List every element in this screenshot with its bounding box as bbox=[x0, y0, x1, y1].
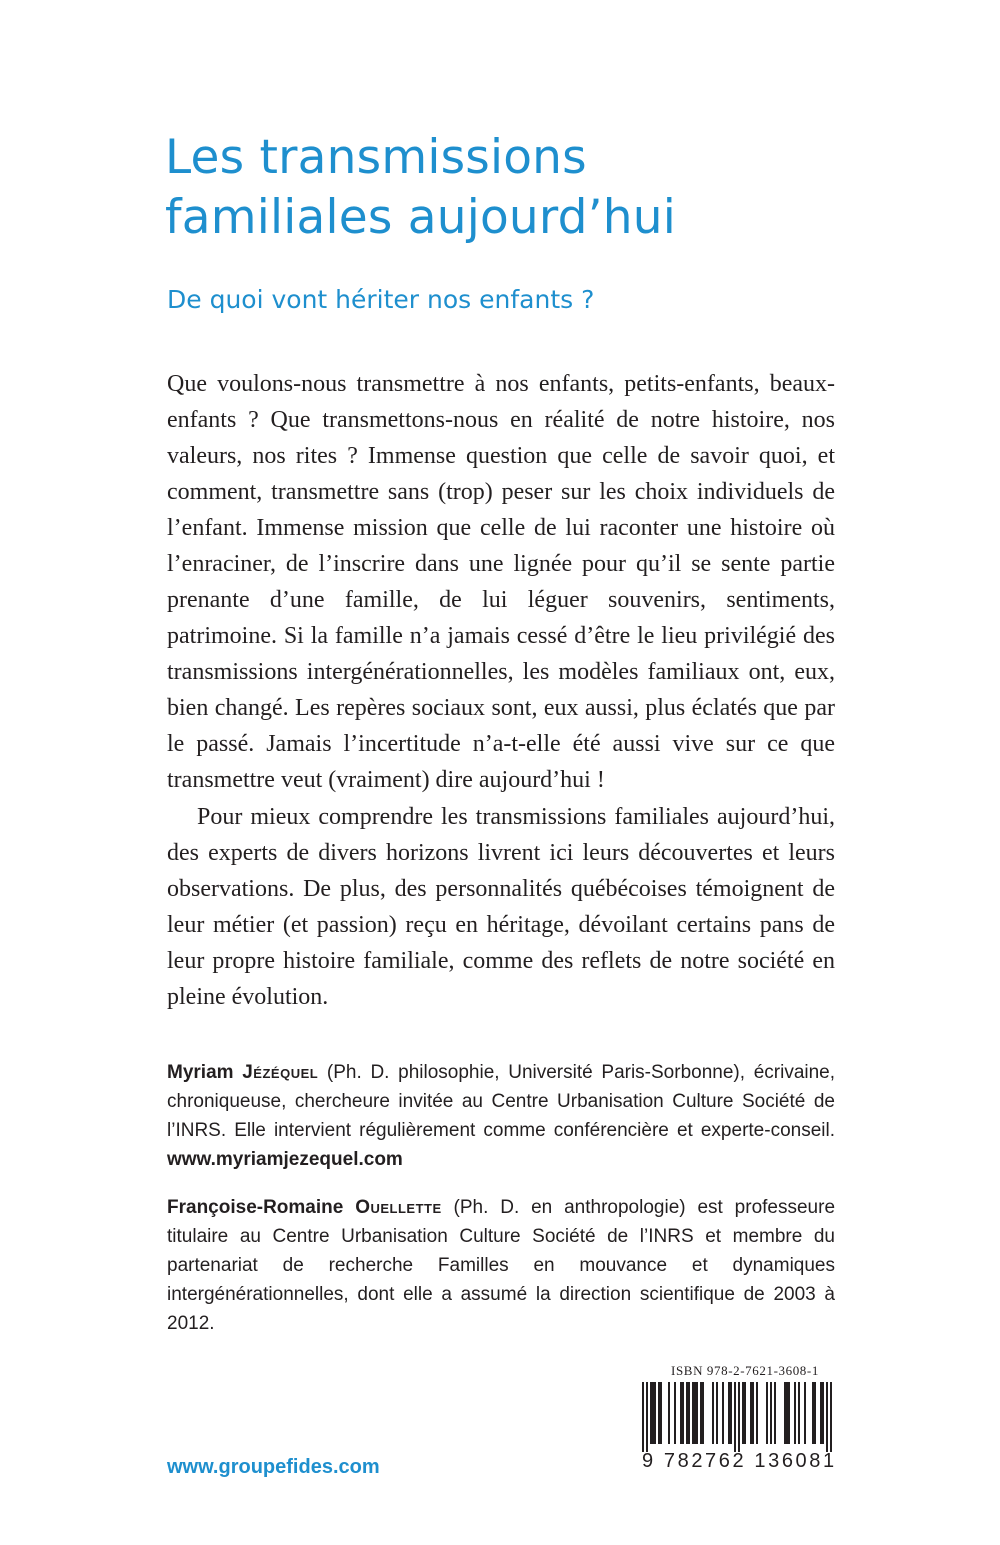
barcode-bar bbox=[750, 1382, 752, 1444]
author-1-first-name: Myriam bbox=[167, 1062, 234, 1083]
barcode-bar bbox=[814, 1382, 816, 1444]
barcode-bar bbox=[730, 1382, 732, 1444]
barcode-guard-bar bbox=[642, 1382, 644, 1452]
barcode-bar bbox=[668, 1382, 670, 1444]
barcode-bar bbox=[822, 1382, 824, 1444]
barcode-guard-bar bbox=[738, 1382, 740, 1452]
barcode-bar bbox=[742, 1382, 744, 1444]
barcode-guard-bar bbox=[734, 1382, 736, 1452]
author-1-last-name: Jézéquel bbox=[242, 1062, 319, 1083]
blurb bbox=[167, 366, 835, 1015]
author-1-bio-text: (Ph. D. philosophie, Université Paris-Sorbonne), écrivaine, chroniqueuse, chercheure invitée au Centre Urbanisation Culture Société de l’INRS. Elle intervient régulièrement comme conférencière et experte-conseil. bbox=[167, 1062, 836, 1141]
barcode-guard-bar bbox=[830, 1382, 832, 1452]
barcode-bar bbox=[786, 1382, 788, 1444]
barcode-bar bbox=[700, 1382, 702, 1444]
title-line-1: Les transmissions bbox=[165, 130, 587, 185]
barcode-bar bbox=[804, 1382, 806, 1444]
barcode-bar bbox=[744, 1382, 746, 1444]
barcode-bar bbox=[756, 1382, 758, 1444]
barcode-bar bbox=[774, 1382, 776, 1444]
barcode-bar bbox=[674, 1382, 676, 1444]
barcode-bar bbox=[766, 1382, 768, 1444]
book-subtitle: De quoi vont hériter nos enfants ? bbox=[167, 285, 595, 314]
author-1-website-link[interactable]: www.myriamjezequel.com bbox=[167, 1149, 403, 1170]
barcode-bar bbox=[702, 1382, 704, 1444]
author-2-bio-text: (Ph. D. en anthropologie) est professeure titulaire au Centre Urbanisation Culture Société de l’INRS et membre du partenariat de recherche Familles en mouvance et dynamiques intergénérationnelles, dont elle a assumé la direction scientifique de 2003 à 2012. bbox=[167, 1197, 836, 1334]
barcode-bar bbox=[652, 1382, 654, 1444]
isbn-label: ISBN 978-2-7621-3608-1 bbox=[671, 1363, 819, 1378]
author-2-first-name: Françoise-Romaine bbox=[167, 1197, 344, 1218]
barcode-bar bbox=[696, 1382, 698, 1444]
barcode bbox=[640, 1382, 837, 1452]
barcode-bar bbox=[680, 1382, 682, 1444]
title-line-2: familiales aujourd’hui bbox=[165, 190, 677, 245]
barcode-bar bbox=[722, 1382, 724, 1444]
author-2-last-name: Ouellette bbox=[355, 1197, 442, 1218]
barcode-bar bbox=[686, 1382, 688, 1444]
barcode-digits: 9 782762 136081 bbox=[642, 1450, 837, 1472]
barcode-bar bbox=[712, 1382, 714, 1444]
blurb-paragraph-1: Que voulons-nous transmettre à nos enfants, petits-enfants, beaux-enfants ? Que transmettons-nous en réalité de notre histoire, nos valeurs, nos rites ? Immense question que celle de savoir quoi, et comment, transmettre sans (trop) peser sur les choix individuels de l’enfant. Immense mission que celle de lui raconter une histoire où l’enraciner, de l’inscrire dans une lignée pour qu’il se sente partie prenante d’une famille, de lui léguer souvenirs, sentiments, patrimoine. Si la famille n’a jamais cessé d’être le lieu privilégié des transmissions intergénérationnelles, les modèles familiaux ont, eux, bien changé. Les repères sociaux sont, eux aussi, plus éclatés que par le passé. Jamais l’incertitude n’a-t-elle été aussi vive sur ce que transmettre veut (vraiment) dire aujourd’hui ! bbox=[167, 371, 835, 793]
barcode-bar bbox=[688, 1382, 690, 1444]
barcode-bar bbox=[654, 1382, 656, 1444]
barcode-bar bbox=[728, 1382, 730, 1444]
barcode-bar bbox=[812, 1382, 814, 1444]
barcode-bar bbox=[794, 1382, 796, 1444]
barcode-bar bbox=[716, 1382, 718, 1444]
barcode-bar bbox=[820, 1382, 822, 1444]
barcode-bar bbox=[682, 1382, 684, 1444]
barcode-bar bbox=[660, 1382, 662, 1444]
barcode-bar bbox=[752, 1382, 754, 1444]
barcode-bar bbox=[692, 1382, 694, 1444]
author-bio-1 bbox=[167, 1058, 835, 1174]
barcode-bar bbox=[694, 1382, 696, 1444]
barcode-guard-bar bbox=[826, 1382, 828, 1452]
publisher-website-link[interactable]: www.groupefides.com bbox=[167, 1456, 380, 1478]
barcode-guard-bar bbox=[646, 1382, 648, 1452]
barcode-bar bbox=[784, 1382, 786, 1444]
barcode-bar bbox=[650, 1382, 652, 1444]
book-title bbox=[165, 128, 965, 248]
barcode-bar bbox=[798, 1382, 800, 1444]
barcode-bar bbox=[788, 1382, 790, 1444]
barcode-bar bbox=[770, 1382, 772, 1444]
author-bio-2 bbox=[167, 1193, 835, 1338]
blurb-paragraph-2: Pour mieux comprendre les transmissions familiales aujourd’hui, des experts de divers horizons livrent ici leurs découvertes et leurs observations. De plus, des personnalités québécoises témoignent de leur métier (et passion) reçu en héritage, dévoilant certains pans de leur propre histoire familiale, comme des reflets de notre société en pleine évolution. bbox=[167, 804, 835, 1010]
barcode-bar bbox=[658, 1382, 660, 1444]
